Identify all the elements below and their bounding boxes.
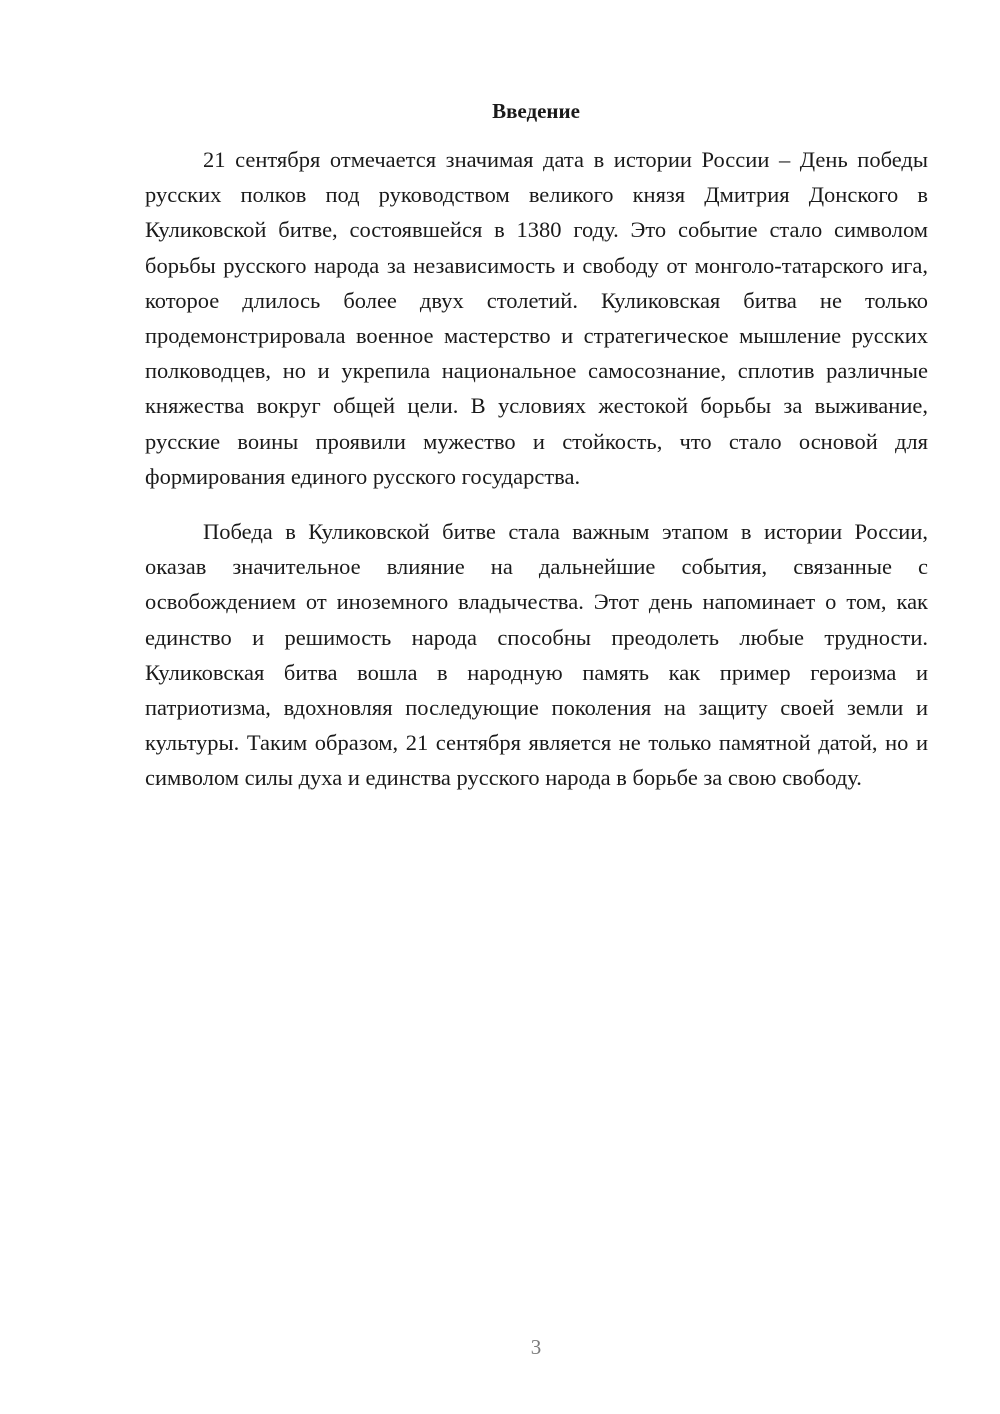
- section-heading: Введение: [492, 99, 580, 123]
- paragraph: 21 сентября отмечается значимая дата в истории России – День победы русских полков под руководством великого князя Дмитрия Донского в Куликовской битве, состоявшейся в 1380 году. Это событие стало символом борьбы русского народа за независимость и свободу от монголо-татарского ига, которое длилось более двух столетий. Куликовская битва не только продемонстрировала военное мастерство и стратегическое мышление русских полководцев, но и укрепила национальное самосознание, сплотив различные княжества вокруг общей цели. В условиях жестокой борьбы за выживание, русские воины проявили мужество и стойкость, что стало основой для формирования единого русского государства.: [145, 147, 928, 489]
- body-text: [145, 142, 928, 796]
- paragraph: Победа в Куликовской битве стала важным этапом в истории России, оказав значительное влияние на дальнейшие события, связанные с освобождением от иноземного владычества. Этот день напоминает о том, как единство и решимость народа способны преодолеть любые трудности. Куликовская битва вошла в народную память как пример героизма и патриотизма, вдохновляя последующие поколения на защиту своей земли и культуры. Таким образом, 21 сентября является не только памятной датой, но и символом силы духа и единства русского народа в борьбе за свою свободу.: [145, 519, 928, 791]
- page-number: 3: [530, 1335, 542, 1359]
